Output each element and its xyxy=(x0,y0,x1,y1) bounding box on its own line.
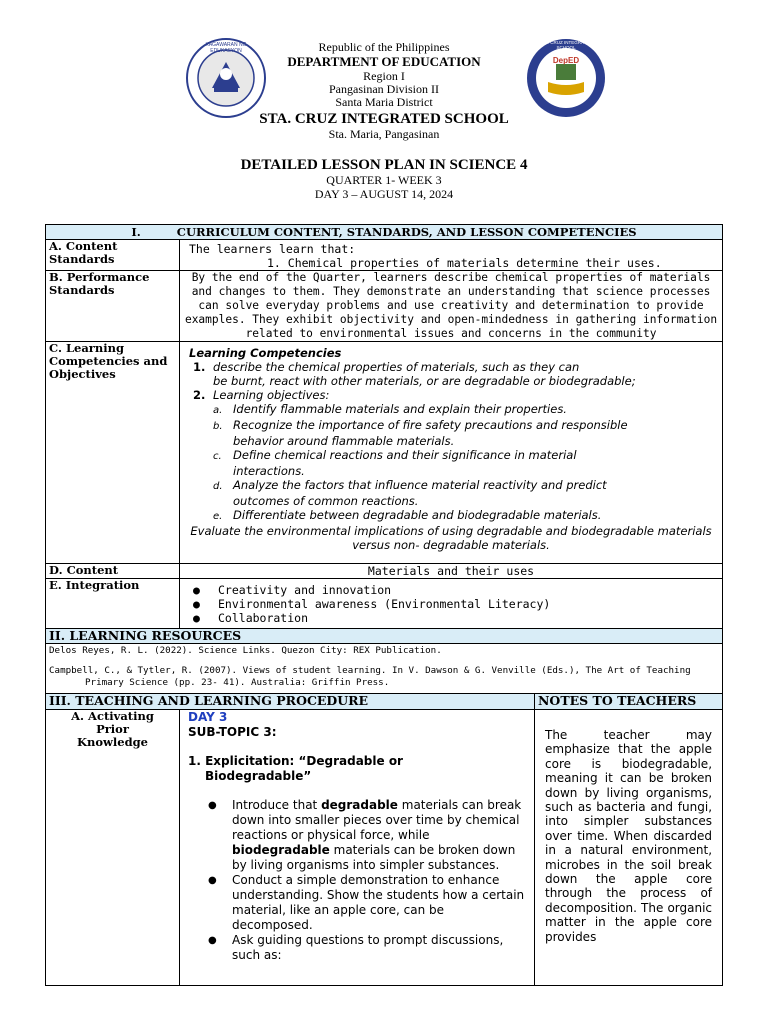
bullet-2-text: Conduct a simple demonstration to enhance understanding. Show the students how a certain material, like an apple core, can be decomposed. xyxy=(232,873,525,932)
explicitation-title-cont: Biodegradable” xyxy=(205,769,312,783)
integration-item-3: Collaboration xyxy=(218,611,309,625)
competencies-cell xyxy=(180,342,723,564)
bullet-3-text: Ask guiding questions to prompt discussions, such as: xyxy=(232,933,504,962)
reference-2-cont: Primary Science (pp. 23- 41). Australia: Griffin Press. xyxy=(85,677,390,688)
objective-d-cont: outcomes of common reactions. xyxy=(233,494,419,508)
objective-e-text: Differentiate between degradable and biodegradable materials. xyxy=(233,508,602,522)
notes-to-teachers-text: The teacher may emphasize that the apple core is biodegradable, meaning it can be broken down by living organisms, such as bacteria and fungi, into simpler substances over time. When discarded in a natural environment, microbes in the soil break down the apple core through the process of decomposition. The organic matter in the apple core provides xyxy=(535,710,723,986)
content-standards-label: A. Content Standards xyxy=(46,240,180,271)
left-seal-text: KAGAWARAN NG EDUKASYON xyxy=(205,42,247,54)
procedure-cell xyxy=(180,710,535,986)
objective-b-text: Recognize the importance of fire safety precautions and responsible xyxy=(233,418,628,432)
objective-e-letter: e. xyxy=(213,511,223,522)
document-title: DETAILED LESSON PLAN IN SCIENCE 4 xyxy=(240,157,528,173)
competency-1-text: describe the chemical properties of materials, such as they can xyxy=(213,360,580,374)
performance-standards-text: By the end of the Quarter, learners describe chemical properties of materials and changes to them. They demonstrate an understanding that science processes can solve everyday problems and use creativity and determination to provide examples. They exhibit objectivity and open-mindedness in gathering information related to environmental issues and concerns in the community xyxy=(180,271,723,342)
bullet-icon: ● xyxy=(193,611,200,625)
integration-item-1: Creativity and innovation xyxy=(218,583,392,597)
explicitation-title: 1. Explicitation: “Degradable or xyxy=(188,754,403,768)
content-standards-item: 1. Chemical properties of materials determine their uses. xyxy=(267,256,662,270)
objective-a-letter: a. xyxy=(213,405,223,416)
header-district: Santa Maria District xyxy=(335,95,433,109)
reference-2: Campbell, C., & Tytler, R. (2007). Views of student learning. In V. Dawson & G. Venville (Eds.), The Art of Teaching xyxy=(49,665,691,676)
header-republic: Republic of the Philippines xyxy=(318,40,450,54)
section-3-title: III. TEACHING AND LEARNING PROCEDURE xyxy=(46,694,535,710)
header-department: DEPARTMENT OF EDUCATION xyxy=(287,54,481,69)
content-label: D. Content xyxy=(46,564,180,579)
bullet-icon: ● xyxy=(208,800,217,811)
section-1-title: I. CURRICULUM CONTENT, STANDARDS, AND LESSON COMPETENCIES xyxy=(46,225,723,240)
bullet-icon: ● xyxy=(208,875,217,886)
objective-b-cont: behavior around flammable materials. xyxy=(233,434,455,448)
content-text: Materials and their uses xyxy=(180,564,723,579)
school-name: STA. CRUZ INTEGRATED SCHOOL xyxy=(259,111,509,127)
objective-d-text: Analyze the factors that influence material reactivity and predict xyxy=(233,478,607,492)
right-seal-logo: DepED xyxy=(552,56,580,65)
objective-c-letter: c. xyxy=(213,451,222,462)
objective-d-letter: d. xyxy=(213,481,223,492)
section-2-title: II. LEARNING RESOURCES xyxy=(46,629,723,644)
bullet-icon: ● xyxy=(193,583,200,597)
bullet-1-text: Introduce that degradable materials can break down into smaller pieces over time by chemical reactions or physical force, while biodegradable materials can be broken down by living organisms into simpler substances. xyxy=(232,798,522,872)
performance-standards-label: B. Performance Standards xyxy=(46,271,180,342)
content-standards-intro: The learners learn that: xyxy=(189,242,356,256)
header-division: Pangasinan Division II xyxy=(329,82,439,96)
bullet-icon: ● xyxy=(208,935,217,946)
lesson-plan-table xyxy=(45,224,723,986)
content-standards-cell xyxy=(180,240,723,271)
notes-title: NOTES TO TEACHERS xyxy=(535,694,723,710)
integration-item-2: Environmental awareness (Environmental Literacy) xyxy=(218,597,551,611)
resources-cell xyxy=(46,644,723,694)
objective-c-text: Define chemical reactions and their significance in material xyxy=(233,448,577,462)
objective-c-cont: interactions. xyxy=(233,464,305,478)
subtopic-label: SUB-TOPIC 3: xyxy=(188,725,277,739)
competencies-label: C. Learning Competencies and Objectives xyxy=(46,342,180,564)
competencies-final: Evaluate the environmental implications of using degradable and biodegradable materials versus non- degradable materials. xyxy=(190,524,712,552)
objective-a-text: Identify flammable materials and explain their properties. xyxy=(233,402,567,416)
header-region: Region I xyxy=(363,69,405,83)
integration-label: E. Integration xyxy=(46,579,180,629)
competency-1-cont: be burnt, react with other materials, or are degradable or biodegradable; xyxy=(213,374,636,388)
competency-2-num: 2. xyxy=(193,388,206,402)
quarter-week: QUARTER 1- WEEK 3 xyxy=(326,173,442,187)
day-date: DAY 3 – AUGUST 14, 2024 xyxy=(314,187,454,201)
right-seal-text: STA. CRUZ INTEGRATED SCHOOL xyxy=(539,40,593,50)
reference-1: Delos Reyes, R. L. (2022). Science Links. Quezon City: REX Publication. xyxy=(49,645,442,656)
integration-cell xyxy=(180,579,723,629)
objective-b-letter: b. xyxy=(213,421,223,432)
day-label: DAY 3 xyxy=(188,710,228,724)
activating-prior-knowledge-label: A. Activating Prior Knowledge xyxy=(46,710,180,986)
competency-1-num: 1. xyxy=(193,360,206,374)
school-location: Sta. Maria, Pangasinan xyxy=(328,127,440,141)
competencies-title: Learning Competencies xyxy=(189,346,342,360)
competency-2-text: Learning objectives: xyxy=(213,388,330,402)
bullet-icon: ● xyxy=(193,597,200,611)
